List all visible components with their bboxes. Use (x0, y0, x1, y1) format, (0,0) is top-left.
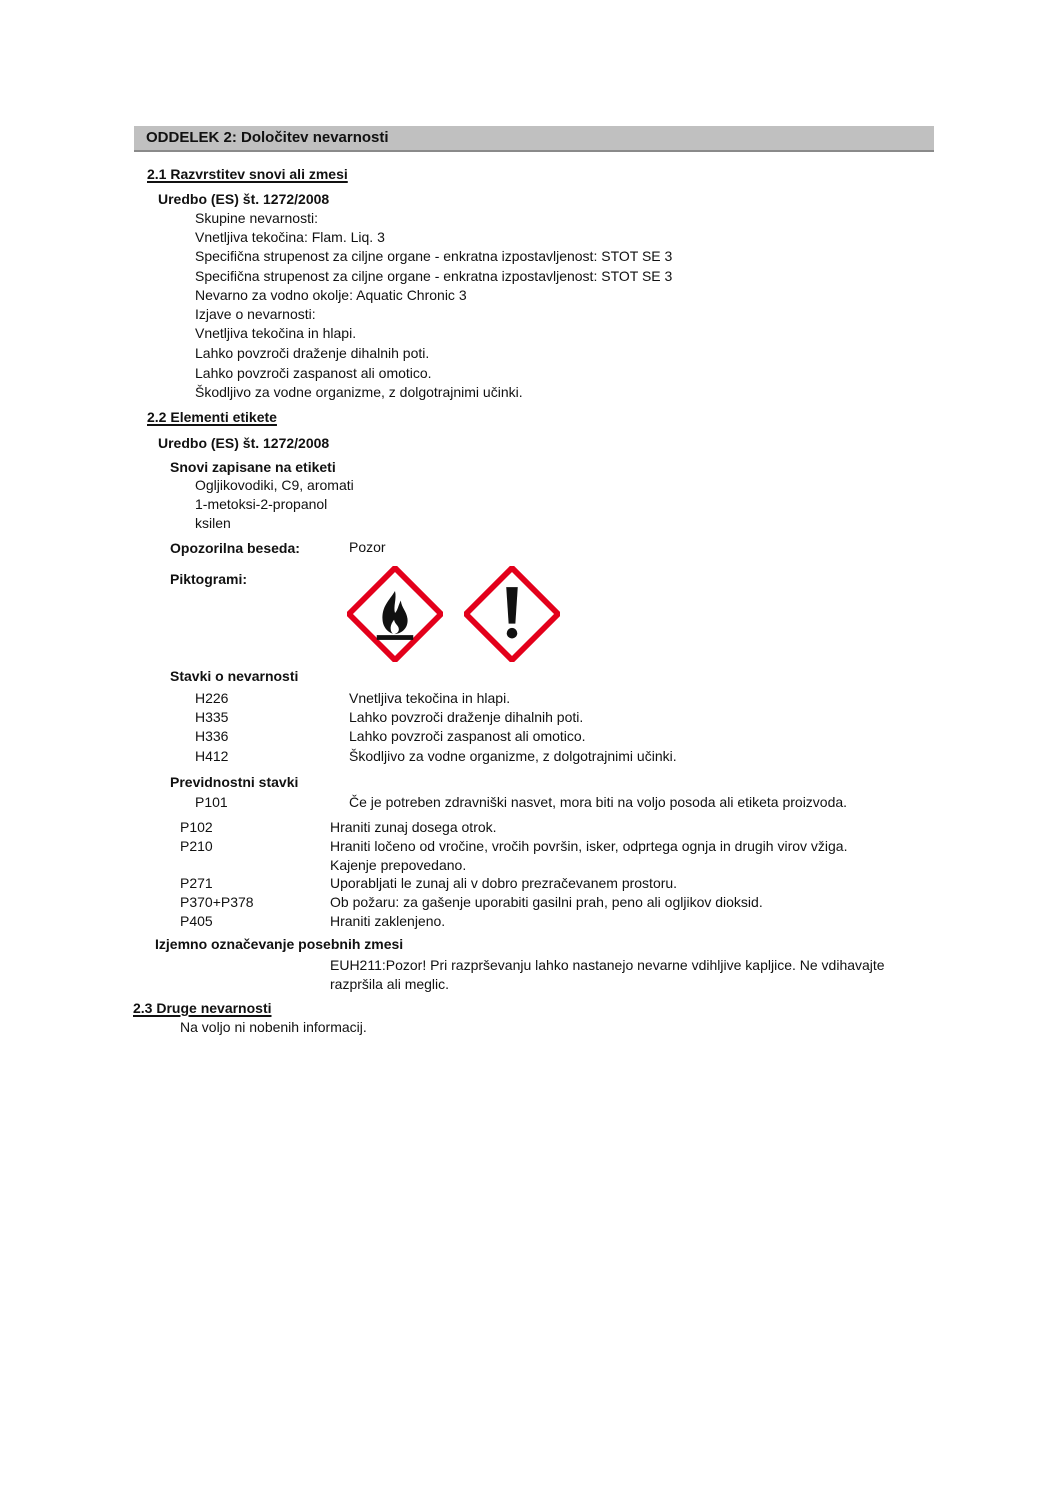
label-hazard-statements: Stavki o nevarnosti (170, 668, 299, 684)
precaution-text: Hraniti zaklenjeno. (330, 913, 446, 929)
subsection-heading-2-1: 2.1 Razvrstitev snovi ali zmesi (147, 166, 348, 182)
hazard-code: H336 (195, 728, 229, 744)
classification-line: Vnetljiva tekočina: Flam. Liq. 3 (195, 229, 385, 245)
hazard-code: H412 (195, 748, 229, 764)
subsection-heading-2-2: 2.2 Elementi etikete (147, 409, 277, 425)
substance-item: ksilen (195, 515, 231, 531)
precaution-text: Hraniti zunaj dosega otrok. (330, 819, 497, 835)
precaution-text: Če je potreben zdravniški nasvet, mora biti na voljo posoda ali etiketa proizvoda. (349, 794, 848, 810)
classification-line: Specifična strupenost za ciljne organe - enkratna izpostavljenost: STOT SE 3 (195, 248, 673, 264)
precaution-code: P102 (180, 819, 213, 835)
exclamation-mark-icon (464, 566, 560, 662)
precaution-code: P271 (180, 875, 213, 891)
hazard-text: Škodljivo za vodne organizme, z dolgotrajnimi učinki. (349, 748, 677, 764)
precaution-text: Hraniti ločeno od vročine, vročih površin, isker, odprtega ognja in drugih virov vžiga. (330, 838, 848, 854)
classification-line: Skupine nevarnosti: (195, 210, 318, 226)
classification-line: Lahko povzroči draženje dihalnih poti. (195, 345, 430, 361)
hazard-code: H226 (195, 690, 229, 706)
hazard-text: Lahko povzroči zaspanost ali omotico. (349, 728, 586, 744)
special-labelling-text: razpršila ali meglic. (330, 976, 450, 992)
classification-line: Izjave o nevarnosti: (195, 306, 316, 322)
precaution-code: P210 (180, 838, 213, 854)
hazard-text: Lahko povzroči draženje dihalnih poti. (349, 709, 584, 725)
subsection-heading-2-3: 2.3 Druge nevarnosti (133, 1000, 272, 1016)
section-title: ODDELEK 2: Določitev nevarnosti (146, 129, 389, 146)
classification-line: Škodljivo za vodne organizme, z dolgotrajnimi učinki. (195, 384, 523, 400)
regulation-label: Uredbo (ES) št. 1272/2008 (158, 191, 330, 207)
label-substances: Snovi zapisane na etiketi (170, 459, 336, 475)
other-hazards-text: Na voljo ni nobenih informacij. (180, 1019, 367, 1035)
precaution-code: P370+P378 (180, 894, 254, 910)
label-pictograms: Piktogrami: (170, 571, 248, 587)
substance-item: Ogljikovodiki, C9, aromati (195, 477, 354, 493)
classification-line: Vnetljiva tekočina in hlapi. (195, 325, 357, 341)
regulation-label: Uredbo (ES) št. 1272/2008 (158, 435, 330, 451)
substance-item: 1-metoksi-2-propanol (195, 496, 328, 512)
label-precautionary-statements: Previdnostni stavki (170, 774, 299, 790)
flame-icon (347, 566, 443, 662)
label-signal-word: Opozorilna beseda: (170, 540, 300, 556)
precaution-text: Ob požaru: za gašenje uporabiti gasilni prah, peno ali ogljikov dioksid. (330, 894, 763, 910)
precaution-text-continued: Kajenje prepovedano. (330, 857, 467, 873)
section-header (134, 126, 934, 152)
special-labelling-text: EUH211:Pozor! Pri razprševanju lahko nastanejo nevarne vdihljive kapljice. Ne vdihavajte (330, 957, 885, 973)
classification-line: Nevarno za vodno okolje: Aquatic Chronic 3 (195, 287, 467, 303)
hazard-code: H335 (195, 709, 229, 725)
label-special-labelling: Izjemno označevanje posebnih zmesi (155, 936, 404, 952)
precaution-code: P101 (195, 794, 228, 810)
classification-line: Specifična strupenost za ciljne organe - enkratna izpostavljenost: STOT SE 3 (195, 268, 673, 284)
classification-line: Lahko povzroči zaspanost ali omotico. (195, 365, 432, 381)
signal-word-value: Pozor (349, 539, 386, 555)
hazard-text: Vnetljiva tekočina in hlapi. (349, 690, 511, 706)
precaution-code: P405 (180, 913, 213, 929)
precaution-text: Uporabljati le zunaj ali v dobro prezračevanem prostoru. (330, 875, 678, 891)
